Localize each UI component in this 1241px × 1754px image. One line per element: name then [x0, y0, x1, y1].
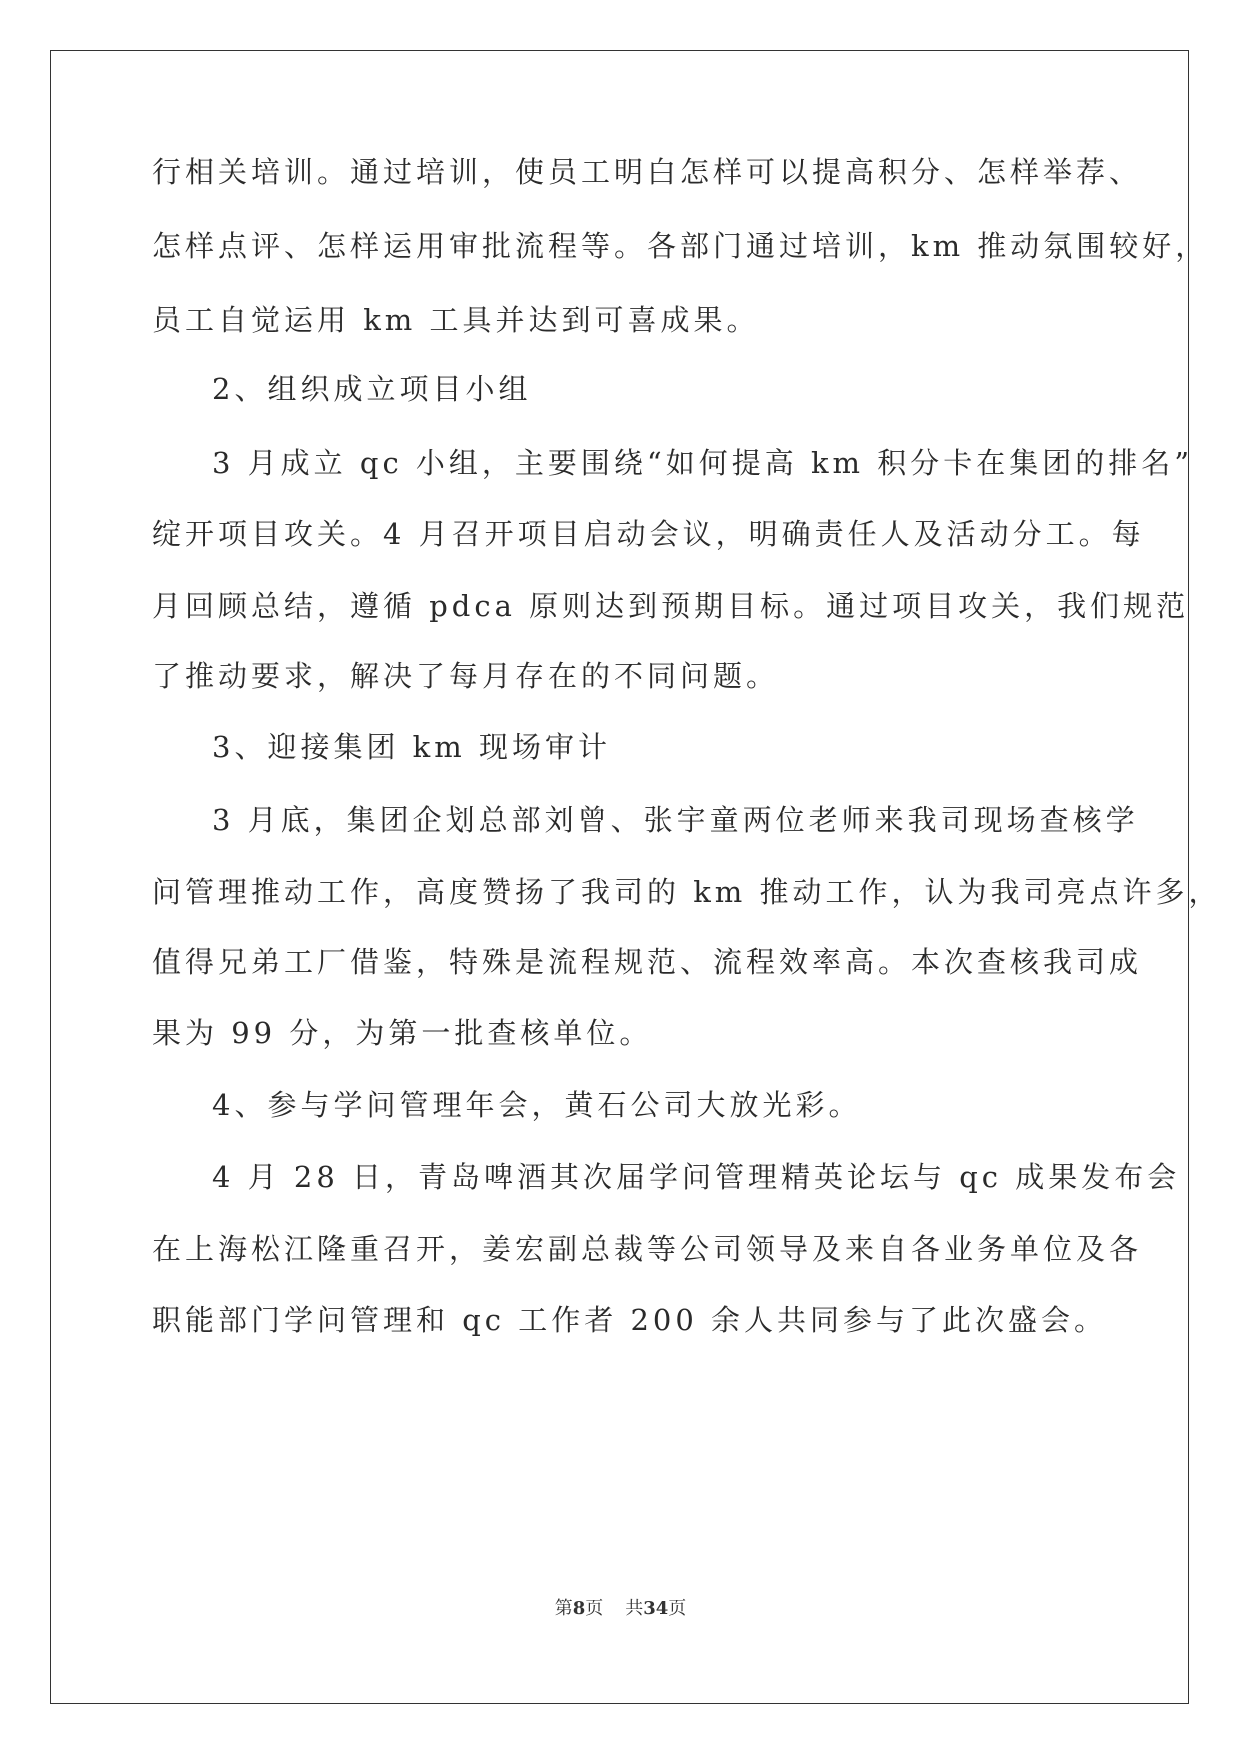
paragraph-line: 月回顾总结，遵循 pdca 原则达到预期目标。通过项目攻关，我们规范: [152, 589, 1190, 623]
paragraph-line: 在上海松江隆重召开，姜宏副总裁等公司领导及来自各业务单位及各: [152, 1232, 1143, 1266]
page-footer: [0, 1594, 1241, 1620]
page-total: 34: [643, 1598, 669, 1619]
section-heading: 2、组织成立项目小组: [212, 372, 532, 406]
page-number: 8: [572, 1598, 586, 1619]
paragraph-line: 绽开项目攻关。4 月召开项目启动会议，明确责任人及活动分工。每: [152, 517, 1145, 551]
paragraph-line: 3 月底，集团企划总部刘曾、张宇童两位老师来我司现场查核学: [212, 803, 1139, 837]
paragraph-line: 职能部门学问管理和 qc 工作者 200 余人共同参与了此次盛会。: [152, 1303, 1108, 1337]
paragraph-line: 值得兄弟工厂借鉴，特殊是流程规范、流程效率高。本次查核我司成: [152, 945, 1143, 979]
page-suffix: 页: [585, 1598, 604, 1619]
total-suffix: 页: [668, 1598, 687, 1619]
section-heading: 3、迎接集团 km 现场审计: [212, 730, 611, 764]
paragraph-line: 行相关培训。通过培训，使员工明白怎样可以提高积分、怎样举荐、: [152, 155, 1143, 189]
paragraph-line: 问管理推动工作，高度赞扬了我司的 km 推动工作，认为我司亮点许多，: [152, 875, 1222, 909]
page-prefix: 第: [554, 1598, 573, 1619]
paragraph-line: 了推动要求，解决了每月存在的不同问题。: [152, 659, 780, 693]
total-prefix: 共: [625, 1598, 644, 1619]
paragraph-line: 4 月 28 日，青岛啤酒其次届学问管理精英论坛与 qc 成果发布会: [212, 1160, 1181, 1194]
paragraph-line: 3 月成立 qc 小组，主要围绕“如何提高 km 积分卡在集团的排名”: [212, 446, 1194, 480]
section-heading: 4、参与学问管理年会，黄石公司大放光彩。: [212, 1088, 862, 1122]
paragraph-line: 果为 99 分，为第一批查核单位。: [152, 1016, 653, 1050]
paragraph-line: 怎样点评、怎样运用审批流程等。各部门通过培训，km 推动氛围较好，: [152, 229, 1209, 263]
paragraph-line: 员工自觉运用 km 工具并达到可喜成果。: [152, 303, 760, 337]
